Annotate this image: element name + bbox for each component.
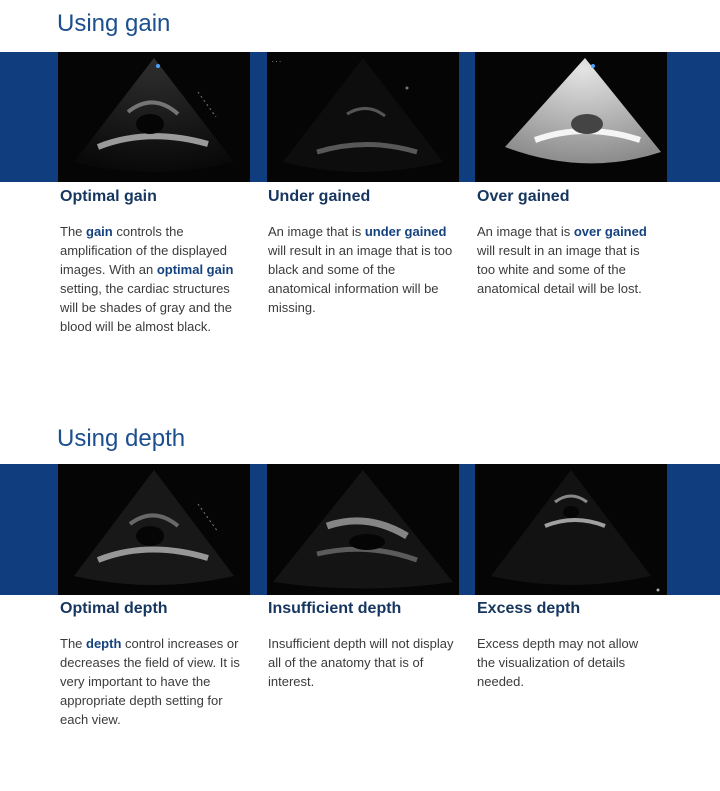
over-gained-image <box>475 52 667 182</box>
emphasis-text: optimal gain <box>156 262 234 277</box>
optimal-depth-heading: Optimal depth <box>60 600 168 617</box>
optimal-gain-heading: Optimal gain <box>60 188 157 205</box>
body-text: An image that is <box>477 224 574 239</box>
body-text: Excess depth may not allow the visualization of details needed. <box>477 636 639 689</box>
body-text: Insufficient depth will not display all of the anatomy that is of interest. <box>268 636 454 689</box>
optimal-depth-text <box>60 634 245 729</box>
over-gained-heading: Over gained <box>477 188 570 205</box>
emphasis-text: depth <box>86 636 122 651</box>
body-text: An image that is <box>268 224 365 239</box>
body-text: setting, the cardiac structures will be shades of gray and the blood will be almost black. <box>60 281 232 334</box>
body-text: will result in an image that is too white and some of the anatomical detail will be lost. <box>477 243 642 296</box>
svg-text:...: ... <box>271 57 282 64</box>
excess-depth-image <box>475 464 667 595</box>
depth-image-band <box>0 464 720 595</box>
depth-section-title: Using depth <box>57 425 186 452</box>
emphasis-text: over gained <box>573 224 647 239</box>
body-text: The <box>60 636 87 651</box>
under-gained-text <box>268 222 453 317</box>
under-gained-image <box>267 52 459 182</box>
body-text: The <box>60 224 87 239</box>
emphasis-text: under gained <box>364 224 447 239</box>
body-text: control increases or decreases the field of view. It is very important to have the appropriate depth setting for each view. <box>60 636 240 727</box>
under-gained-heading: Under gained <box>268 188 371 205</box>
gain-image-band <box>0 52 720 182</box>
body-text: will result in an image that is too black and some of the anatomical information will be missing. <box>268 243 453 315</box>
optimal-gain-text <box>60 222 245 336</box>
gain-section-title: Using gain <box>57 10 171 37</box>
excess-depth-text <box>477 634 652 691</box>
insufficient-depth-text <box>268 634 463 691</box>
optimal-depth-image <box>58 464 250 595</box>
excess-depth-heading: Excess depth <box>477 600 581 617</box>
optimal-gain-image <box>58 52 250 182</box>
body-text: controls the amplification of the displayed images. With an <box>60 224 227 277</box>
insufficient-depth-heading: Insufficient depth <box>268 600 402 617</box>
over-gained-text <box>477 222 652 298</box>
insufficient-depth-image <box>267 464 459 595</box>
emphasis-text: gain <box>86 224 113 239</box>
